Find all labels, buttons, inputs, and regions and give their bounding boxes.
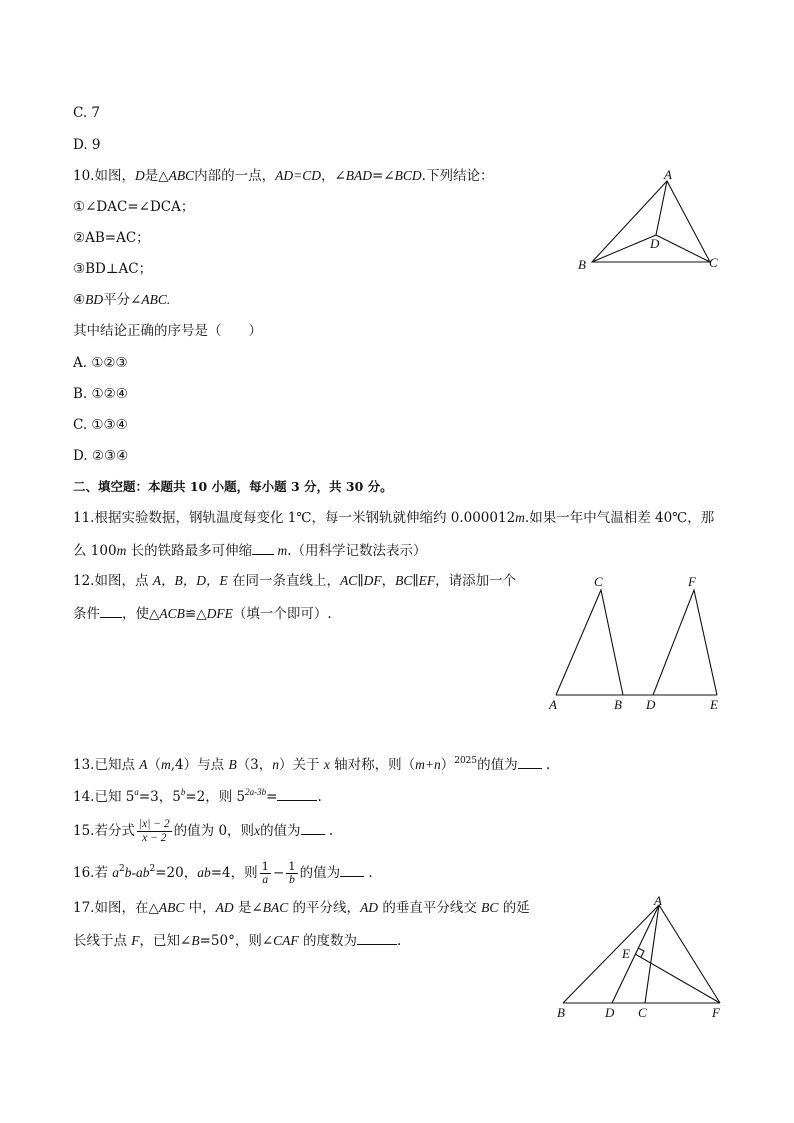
q10-fig-label-a: A bbox=[664, 167, 672, 182]
q12-fig-label-c: C bbox=[594, 574, 603, 589]
q13-answer-blank[interactable] bbox=[518, 755, 542, 769]
section-2-heading: 二、填空题：本题共 10 小题，每小题 3 分，共 30 分。 bbox=[73, 479, 393, 494]
q17-fig-label-a: A bbox=[654, 893, 662, 908]
q17-fig-label-e: E bbox=[622, 946, 630, 961]
q12-fig-label-b: B bbox=[614, 697, 622, 712]
q10-option-c: C. ①③④ bbox=[73, 417, 128, 433]
q12-fig-label-d: D bbox=[646, 697, 656, 712]
q17-fig-label-d: D bbox=[605, 1005, 615, 1020]
q14-answer-blank[interactable] bbox=[277, 787, 317, 801]
q9-option-c: C. 7 bbox=[73, 105, 101, 121]
q17-fig-label-c: C bbox=[638, 1005, 647, 1020]
q12-fig-label-a: A bbox=[549, 697, 557, 712]
q17-line-1: 17.如图，在△ABC 中，AD 是∠BAC 的平分线，AD 的垂直平分线交 BC 的延 bbox=[73, 900, 530, 916]
q11-line-2: 么 100m 长的铁路最多可伸缩 m.（用科学记数法表示） bbox=[73, 543, 427, 559]
q11-line-1: 11.根据实验数据，钢轨温度每变化 1℃，每一米钢轨就伸缩约 0.000012m.如果一年中气温相差 40℃，那 bbox=[73, 510, 715, 526]
q10-option-a: A. ①②③ bbox=[73, 355, 128, 371]
q15-answer-blank[interactable] bbox=[301, 821, 325, 835]
q14: 14.已知 $5^a=3$，$5^b=2$，则 $5^{2a-3b}=$ . bbox=[73, 787, 322, 805]
q10-triangle-figure bbox=[570, 165, 730, 275]
q16-fraction-1: $\frac{1}{a}$ bbox=[261, 859, 269, 886]
q17-answer-blank[interactable] bbox=[357, 931, 397, 945]
q12-answer-blank[interactable] bbox=[100, 604, 122, 618]
q12-fig-label-e: E bbox=[710, 697, 718, 712]
q17-fig-label-f: F bbox=[712, 1005, 720, 1020]
q13: 13.已知点 A（m,4）与点 B（3，n）关于 x 轴对称，则$(m+n)^{2025}$的值为 . bbox=[73, 756, 551, 773]
q16: 16.若 $a^2b-ab^2=20$，ab=4，则 $\frac{1}{a}$ − $\frac{1}{b}$ 的值为 . bbox=[73, 859, 373, 886]
q12-line-2: 条件 ，使△ACB≌△DFE（填一个即可）. bbox=[73, 606, 332, 622]
q15: 15.若分式 $\frac{|x| - 2}{x - 2}$ 的值为 0，则x的值为 . bbox=[73, 818, 334, 844]
q17-line-2: 长线于点 F，已知∠B=50°，则∠CAF 的度数为 . bbox=[73, 933, 402, 949]
q10-option-d: D. ②③④ bbox=[73, 448, 129, 464]
q12-line-1: 12.如图，点 A，B，D，E 在同一条直线上，AC∥DF，BC∥EF，请添加一个 bbox=[73, 573, 517, 589]
q10-option-b: B. ①②④ bbox=[73, 386, 128, 402]
q10-fig-label-c: C bbox=[709, 255, 718, 270]
q9-option-d: D. 9 bbox=[73, 137, 101, 153]
q10-question: 其中结论正确的序号是（ ） bbox=[73, 323, 262, 339]
q12-triangles-figure bbox=[540, 570, 730, 715]
q10-fig-label-b: B bbox=[578, 257, 586, 272]
q11-answer-blank[interactable] bbox=[252, 541, 274, 555]
q10-conclusion-4: ④BD平分∠ABC. bbox=[73, 292, 171, 308]
q15-fraction: $\frac{|x| - 2}{x - 2}$ bbox=[138, 818, 170, 844]
q17-triangle-figure bbox=[550, 893, 735, 1028]
q10-conclusion-1: ①∠DAC=∠DCA； bbox=[73, 199, 195, 215]
q10-conclusion-3: ③BD⊥AC； bbox=[73, 261, 153, 277]
q10-fig-label-d: D bbox=[650, 236, 660, 251]
q10-stem: 10.如图，D是△ABC内部的一点，AD=CD，∠BAD=∠BCD.下列结论： bbox=[73, 168, 494, 184]
q16-fraction-2: $\frac{1}{b}$ bbox=[288, 859, 296, 886]
q10-conclusion-2: ②AB=AC； bbox=[73, 230, 150, 246]
q16-answer-blank[interactable] bbox=[340, 863, 364, 877]
q12-fig-label-f: F bbox=[688, 574, 696, 589]
q17-fig-label-b: B bbox=[557, 1005, 565, 1020]
